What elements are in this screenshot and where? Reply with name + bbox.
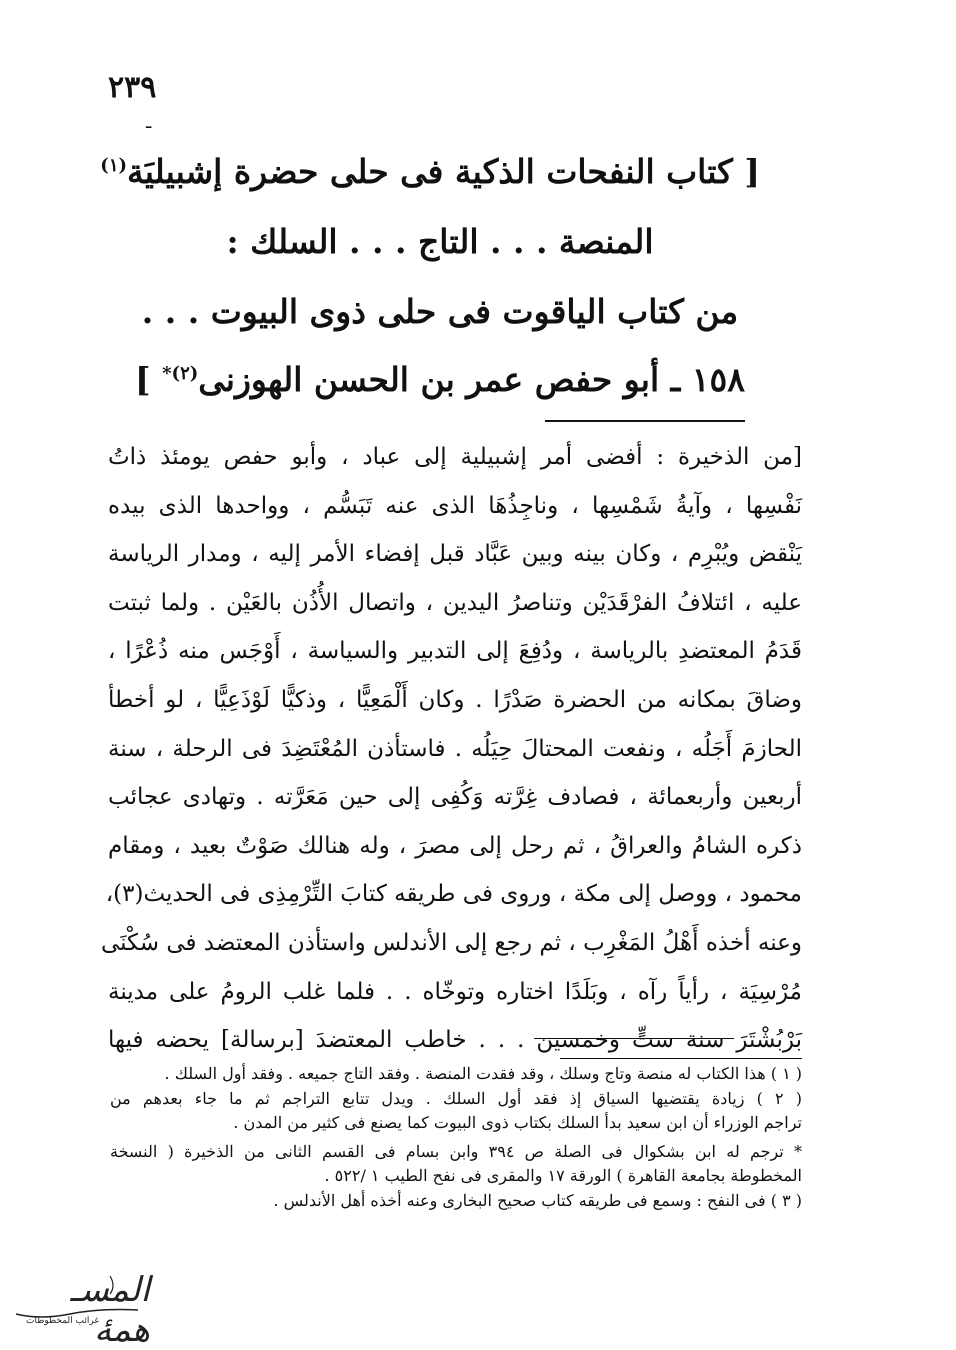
text-line: عليه ، ائتلافُ الفرْقَدَيْن وتناصرُ اليدين ، واتصال الأُذُن بالعَيْن . ولما ثبتت bbox=[108, 589, 802, 616]
footnotes bbox=[110, 1062, 802, 1214]
text-line: الحازمَ أَجَلُه ، ونفعت المحتالَ حِيَلُه . فاستأذن المُعْتَضِدَ فى الرحلة ، سنة bbox=[108, 735, 802, 762]
heading-rule bbox=[545, 420, 745, 422]
text-line: وضاقَ بمكانه من الحضرة صَدْرًا . وكان أَلْمَعِيًّا ، وذكيًّا لَوْذَعِيًّا ، لو أخطأ bbox=[108, 686, 802, 713]
footnote-ref-2: (٢)* bbox=[162, 363, 199, 384]
text-line: مُرْسِيَة ، رأياً رآه ، وبَلَدًا اختاره وتوخّاه . . فلما غلب الرومُ على مدينة bbox=[108, 978, 802, 1005]
stray-mark: ـ bbox=[146, 112, 152, 133]
heading-sub-book: من كتاب الياقوت فى حلى ذوى البيوت . . . bbox=[141, 292, 739, 331]
heading-sections: المنصة . . . التاج . . . السلك : bbox=[226, 222, 654, 261]
text-line: بَرْبُشْتَرَ سنة ستٍّ وخمسين . . . خاطب المعتضدَ [برسالة] يحضه فيها bbox=[108, 1027, 802, 1054]
footnote-star: * ترجم له ابن بشكوال فى الصلة ص ٣٩٤ وابن بسام فى القسم الثانى من الذخيرة ( النسخة bbox=[110, 1141, 803, 1161]
stamp-sub-text: غرائب المخطوطات bbox=[26, 1316, 100, 1326]
footnote-2: ( ٢ ) زيادة يقتضيها السياق إذ فقد أول السلك . ويدل تتابع التراجم ثم ما جاء بعدهم من bbox=[110, 1088, 802, 1108]
heading-biography-entry bbox=[120, 360, 760, 399]
text-line: نَفْسِها ، وآيةُ شَمْسِها ، وناجِذُهَا الذى عنه تَبَسُّم ، وواحدها الذى بيده bbox=[108, 492, 802, 519]
footnote-ref-1: (١) bbox=[100, 155, 128, 176]
footnote-2-cont: تراجم الوزراء أن ابن سعيد بدأ السلك بكتاب ذوى البيوت كما يصنع فى كثير من المدن . bbox=[233, 1113, 802, 1133]
text-line: وعنه أخذه أَهْلُ المَغْرِب ، ثم رجع إلى الأندلس واستأذن المعتضد فى سُكْنَى bbox=[100, 929, 802, 956]
text-line: أربعين وأربعمائة ، فصادف غِرَّته وَكُفِى إلى حين مَعَرَّته . وتهادى عجائب bbox=[108, 784, 802, 811]
text-line: محمود ، ووصل إلى مكة ، وروى فى طريقه كتابَ التِّرْمِذِى فى الحديث(٣)، bbox=[105, 881, 802, 908]
text-line: ذكره الشامُ والعراقُ ، ثم رحل إلى مصرَ ، وله هنالك صَوْتٌ بعيد ، ومقام bbox=[108, 832, 802, 859]
heading-entry-text: ١٥٨ ـ أبو حفص عمر بن الحسن الهوزنى bbox=[198, 360, 745, 399]
main-text bbox=[100, 433, 802, 1065]
text-underline bbox=[534, 1038, 734, 1039]
footnote-rule bbox=[560, 1058, 802, 1059]
stamp-main-text: المسـ همهٔ bbox=[70, 1270, 150, 1350]
heading-entry-bracket: ] bbox=[135, 360, 163, 399]
text-line: [من الذخيرة : أفضى أمر إشبيلية إلى عباد ، وأبو حفص يومئذ ذاتُ bbox=[108, 444, 802, 470]
library-stamp-logo bbox=[10, 1270, 150, 1350]
text-line: يَنْقض ويُبْرِم ، وكان بينه وبين عَبَّاد قبل إفضاء الأمر إليه ، ومدار الرياسة bbox=[108, 541, 802, 568]
footnote-star-cont: المخطوطة بجامعة القاهرة ) الورقة ١٧ والمقرى فى نفح الطيب ١ /٥٢٢ . bbox=[324, 1166, 802, 1186]
heading-book-title-text: [ كتاب النفحات الذكية فى حلى حضرة إشبيليَة bbox=[127, 152, 760, 191]
footnote-1: ( ١ ) هذا الكتاب له منصة وتاج وسلك ، وقد فقدت المنصة . وفقد التاج جميعه . وفقد أول السلك . bbox=[164, 1064, 802, 1083]
page-number: ٢٣٩ bbox=[108, 70, 157, 105]
footnote-3: ( ٣ ) فى النفح : وسمع فى طريقه كتاب صحيح البخارى وعنه أخذه أهل الأندلس . bbox=[273, 1190, 802, 1210]
heading-book-title bbox=[100, 152, 760, 191]
text-line: قَدَمُ المعتضدِ بالرياسة ، ودُفِعَ إلى التدبير والسياسة ، أَوْجَس منه ذُعْرًا ، bbox=[108, 638, 802, 665]
